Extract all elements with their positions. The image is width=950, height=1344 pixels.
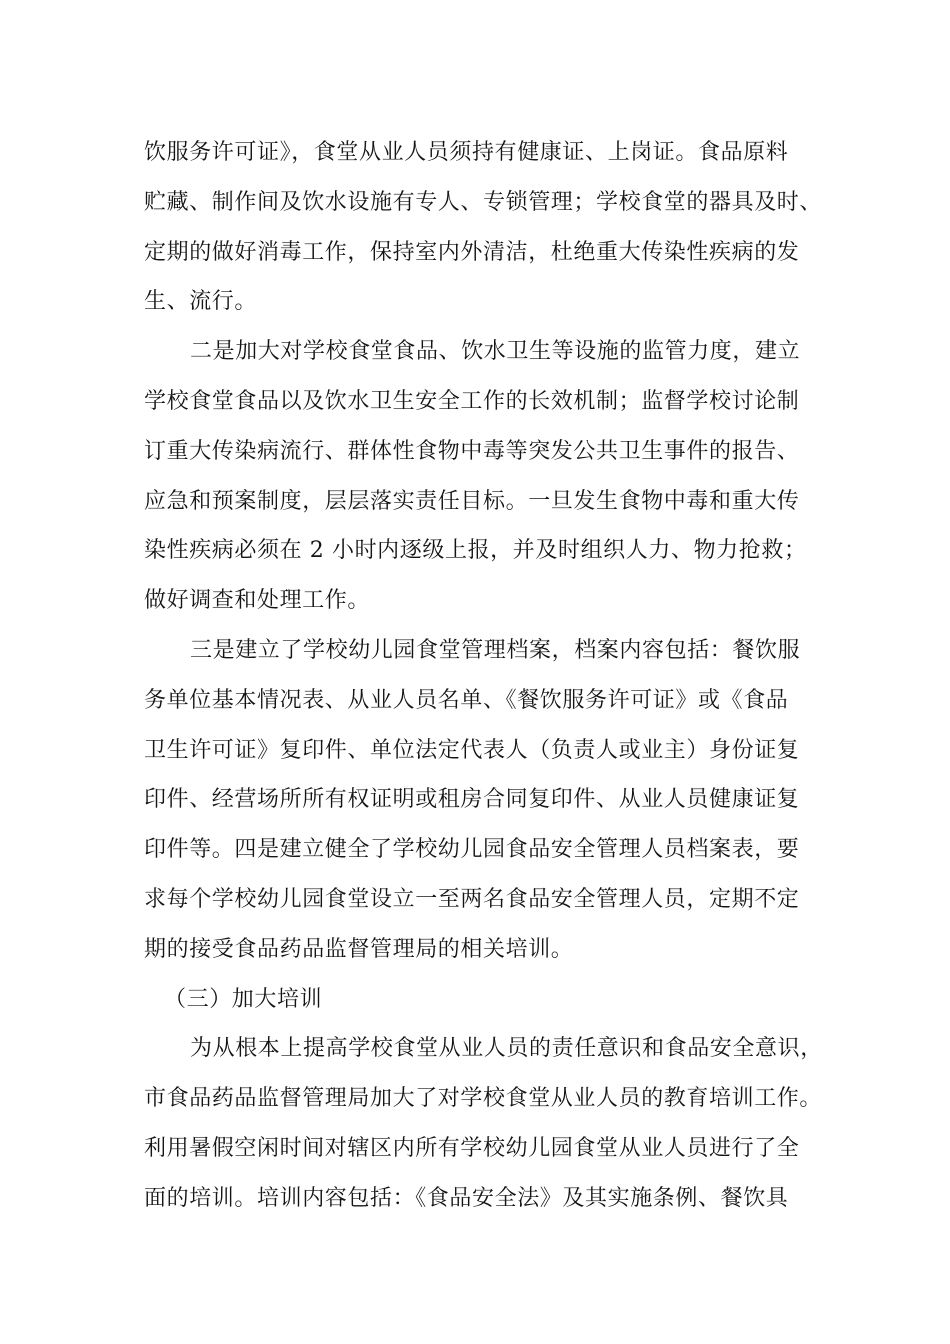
text-line: 印件、经营场所所有权证明或租房合同复印件、从业人员健康证复 xyxy=(144,787,800,813)
text-line: 期的接受食品药品监督管理局的相关培训。 xyxy=(144,936,574,962)
text-line: 卫生许可证》复印件、单位法定代表人（负责人或业主）身份证复 xyxy=(144,737,800,763)
document-body xyxy=(144,128,844,1224)
text-line: 生、流行。 xyxy=(144,289,258,315)
text-line: 印件等。四是建立健全了学校幼儿园食品安全管理人员档案表，要 xyxy=(144,837,800,863)
paragraph-start-line: 为从根本上提高学校食堂从业人员的责任意识和食品安全意识， xyxy=(190,1036,823,1062)
text-line: 做好调查和处理工作。 xyxy=(144,588,371,614)
paragraph-start-line: 三是建立了学校幼儿园食堂管理档案，档案内容包括：餐饮服 xyxy=(190,637,801,663)
section-heading: （三）加大培训 xyxy=(164,986,323,1012)
text-line: 饮服务许可证》，食堂从业人员须持有健康证、上岗证。食品原料 xyxy=(144,140,789,165)
text-line: 市食品药品监督管理局加大了对学校食堂从业人员的教育培训工作。 xyxy=(144,1086,823,1112)
text-line: 面的培训。培训内容包括：《食品安全法》及其实施条例、餐饮具 xyxy=(144,1185,789,1211)
text-line: 订重大传染病流行、群体性食物中毒等突发公共卫生事件的报告、 xyxy=(144,438,800,464)
text-line: 学校食堂食品以及饮水卫生安全工作的长效机制；监督学校讨论制 xyxy=(144,388,800,414)
text-line: 求每个学校幼儿园食堂设立一至两名食品安全管理人员，定期不定 xyxy=(144,886,800,912)
text-line: 务单位基本情况表、从业人员名单、《餐饮服务许可证》或《食品 xyxy=(144,687,789,713)
text-line: 染性疾病必须在 2 小时内逐级上报，并及时组织人力、物力抢救； xyxy=(144,538,807,564)
text-line: 贮藏、制作间及饮水设施有专人、专锁管理；学校食堂的器具及时、 xyxy=(144,189,823,215)
text-line: 定期的做好消毒工作，保持室内外清洁，杜绝重大传染性疾病的发 xyxy=(144,239,800,265)
paragraph-start-line: 二是加大对学校食堂食品、饮水卫生等设施的监管力度，建立 xyxy=(190,339,801,365)
text-line: 应急和预案制度，层层落实责任目标。一旦发生食物中毒和重大传 xyxy=(144,488,800,514)
text-line: 利用暑假空闲时间对辖区内所有学校幼儿园食堂从业人员进行了全 xyxy=(144,1135,800,1161)
